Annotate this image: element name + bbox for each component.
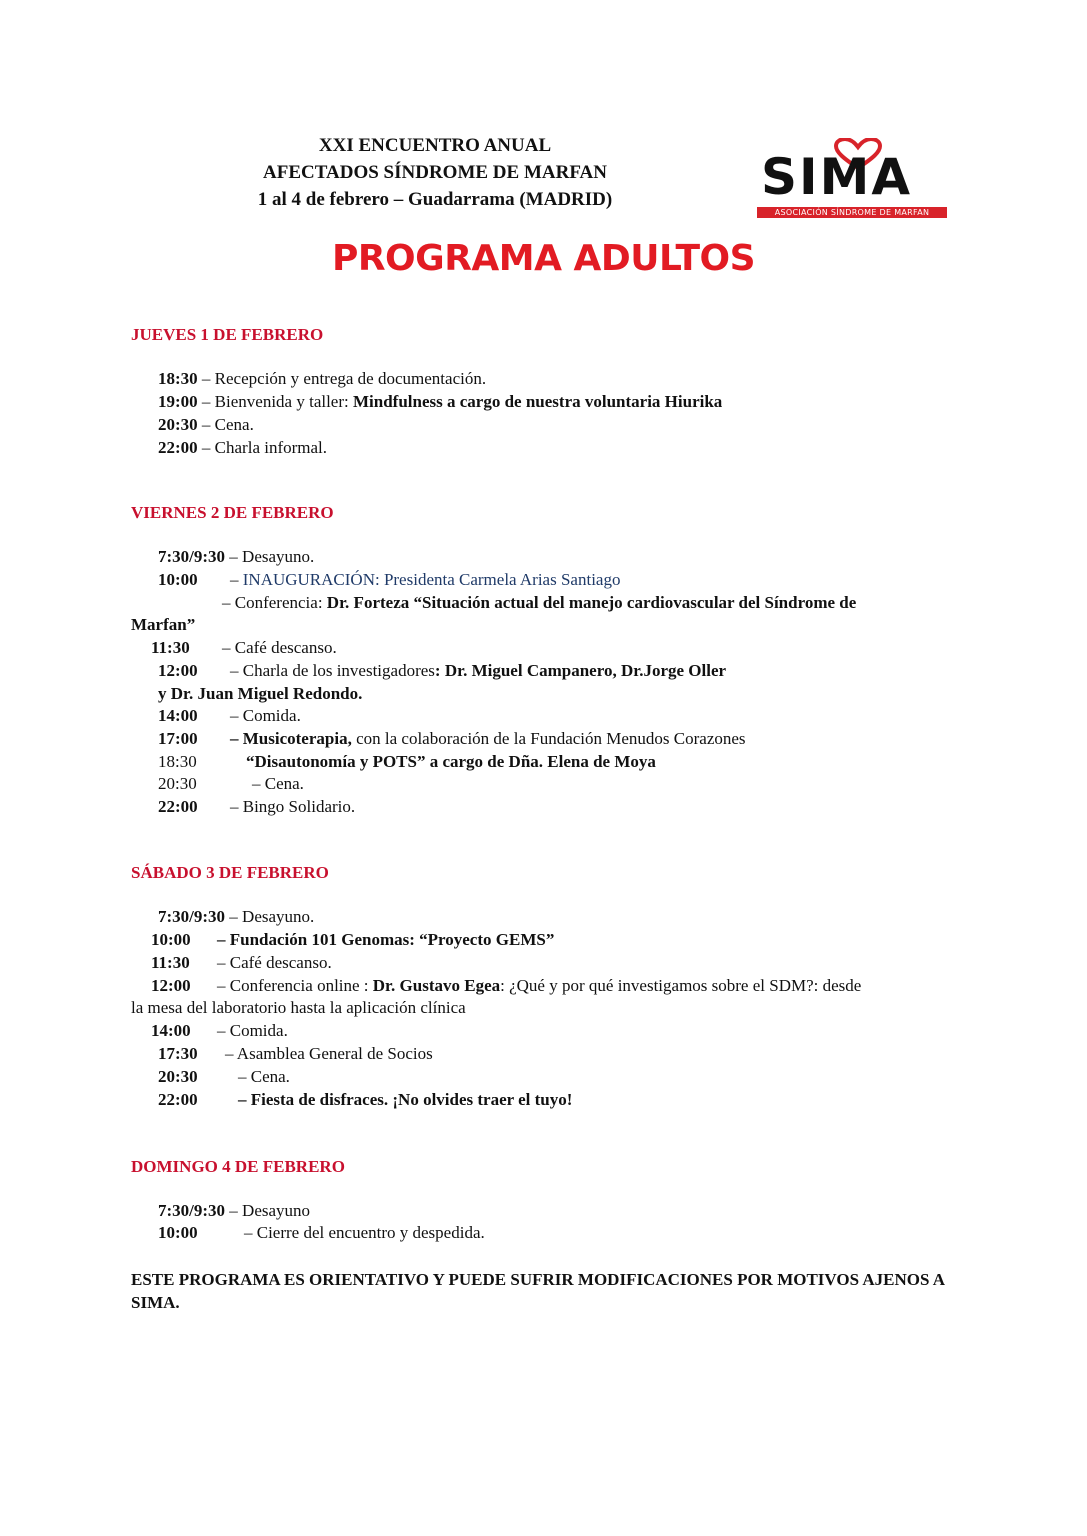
item-time: 20:30 [158, 415, 198, 434]
item-text: – Cena. [201, 415, 254, 434]
item-text: – Desayuno. [229, 907, 315, 926]
header-line-3: 1 al 4 de febrero – Guadarrama (MADRID) [257, 189, 613, 210]
event-header [180, 132, 690, 213]
day-heading-thursday: JUEVES 1 DE FEBRERO [131, 325, 324, 344]
item-text: – Cena. [238, 1067, 290, 1086]
item-dash: – [230, 570, 243, 589]
item-highlight: Mindfulness a cargo de nuestra voluntaria Hiurika [353, 392, 723, 411]
item-text: – Comida. [217, 1021, 288, 1040]
item-continuation: Marfan” [131, 615, 196, 634]
item-line [230, 660, 726, 682]
item-text: – Conferencia: [222, 593, 327, 612]
schedule-item [158, 437, 327, 459]
item-text: – Asamblea General de Socios [225, 1044, 433, 1063]
item-text: – Desayuno. [229, 547, 315, 566]
item-time: 19:00 [158, 392, 198, 411]
schedule-item [158, 414, 254, 436]
item-text: – Cena. [252, 774, 304, 793]
logo-tagline: ASOCIACIÓN SÍNDROME DE MARFAN [757, 207, 947, 218]
item-time: 11:30 [151, 638, 190, 657]
item-highlight: Musicoterapia, [242, 729, 352, 748]
item-time: 18:30 [158, 369, 198, 388]
item-time: 10:00 [158, 1223, 198, 1242]
day-heading-friday: VIERNES 2 DE FEBRERO [131, 503, 334, 522]
sima-logo [755, 138, 950, 220]
item-text: – Comida. [230, 706, 301, 725]
item-text: con la colaboración de la Fundación Menudos Corazones [351, 729, 746, 748]
item-time: 18:30 [158, 752, 197, 771]
item-text: – Charla de los investigadores [230, 661, 435, 680]
item-line [217, 975, 861, 997]
schedule-item [158, 546, 314, 568]
item-continuation: y Dr. Juan Miguel Redondo. [158, 684, 363, 703]
item-time: 20:30 [158, 774, 197, 793]
schedule-item [158, 906, 314, 928]
item-text: – Desayuno [229, 1201, 311, 1220]
item-time: 11:30 [151, 953, 190, 972]
item-time: 22:00 [158, 797, 198, 816]
item-time: 7:30/9:30 [158, 907, 226, 926]
item-text: – Bingo Solidario. [230, 797, 356, 816]
item-highlight: “Disautonomía y POTS” a cargo de Dña. Elena de Moya [246, 752, 656, 771]
item-time: 22:00 [158, 438, 198, 457]
item-time: 17:00 [158, 729, 198, 748]
item-time: 7:30/9:30 [158, 547, 226, 566]
item-text: – Charla informal. [201, 438, 328, 457]
item-highlight: Dr. Gustavo Egea [372, 976, 501, 995]
item-continuation: la mesa del laboratorio hasta la aplicación clínica [131, 998, 466, 1017]
item-line [230, 569, 620, 591]
item-text-2: : ¿Qué y por qué investigamos sobre el SDM?: desde [500, 976, 862, 995]
schedule-item [222, 592, 856, 614]
item-time: 17:30 [158, 1044, 198, 1063]
item-highlight: – Fiesta de disfraces. ¡No olvides traer el tuyo! [238, 1090, 573, 1109]
item-text: – Cierre del encuentro y despedida. [244, 1223, 485, 1242]
item-text: – Bienvenida y taller: [201, 392, 353, 411]
item-highlight: Dr. Forteza “Situación actual del manejo cardiovascular del Síndrome de [326, 593, 857, 612]
program-title: PROGRAMA ADULTOS [331, 238, 756, 279]
item-text: – Café descanso. [217, 953, 332, 972]
header-line-2: AFECTADOS SÍNDROME DE MARFAN [263, 162, 607, 183]
item-time: 14:00 [158, 706, 198, 725]
schedule-item [158, 1200, 310, 1222]
item-highlight: : Dr. Miguel Campanero, Dr.Jorge Oller [434, 661, 727, 680]
item-time: 14:00 [151, 1021, 191, 1040]
schedule-item [158, 368, 486, 390]
item-time: 10:00 [158, 570, 198, 589]
item-time: 7:30/9:30 [158, 1201, 226, 1220]
item-time: 20:30 [158, 1067, 198, 1086]
item-text: – Café descanso. [222, 638, 337, 657]
item-line [230, 728, 746, 750]
schedule-item [158, 391, 722, 413]
item-text: – Recepción y entrega de documentación. [201, 369, 487, 388]
item-time: 22:00 [158, 1090, 198, 1109]
item-time: 12:00 [151, 976, 191, 995]
day-heading-sunday: DOMINGO 4 DE FEBRERO [131, 1157, 345, 1176]
item-highlight: – Fundación 101 Genomas: “Proyecto GEMS” [217, 930, 555, 949]
item-time: 10:00 [151, 930, 191, 949]
disclaimer: ESTE PROGRAMA ES ORIENTATIVO Y PUEDE SUFRIR MODIFICACIONES POR MOTIVOS AJENOS A SIMA. [131, 1270, 945, 1312]
header-line-1: XXI ENCUENTRO ANUAL [318, 135, 552, 156]
item-text: – Conferencia online : [217, 976, 373, 995]
logo-name: SIMA [761, 148, 913, 206]
item-text: INAUGURACIÓN: Presidenta Carmela Arias Santiago [242, 570, 621, 589]
day-heading-saturday: SÁBADO 3 DE FEBRERO [131, 863, 329, 882]
item-dash: – [230, 729, 243, 748]
item-time: 12:00 [158, 661, 198, 680]
